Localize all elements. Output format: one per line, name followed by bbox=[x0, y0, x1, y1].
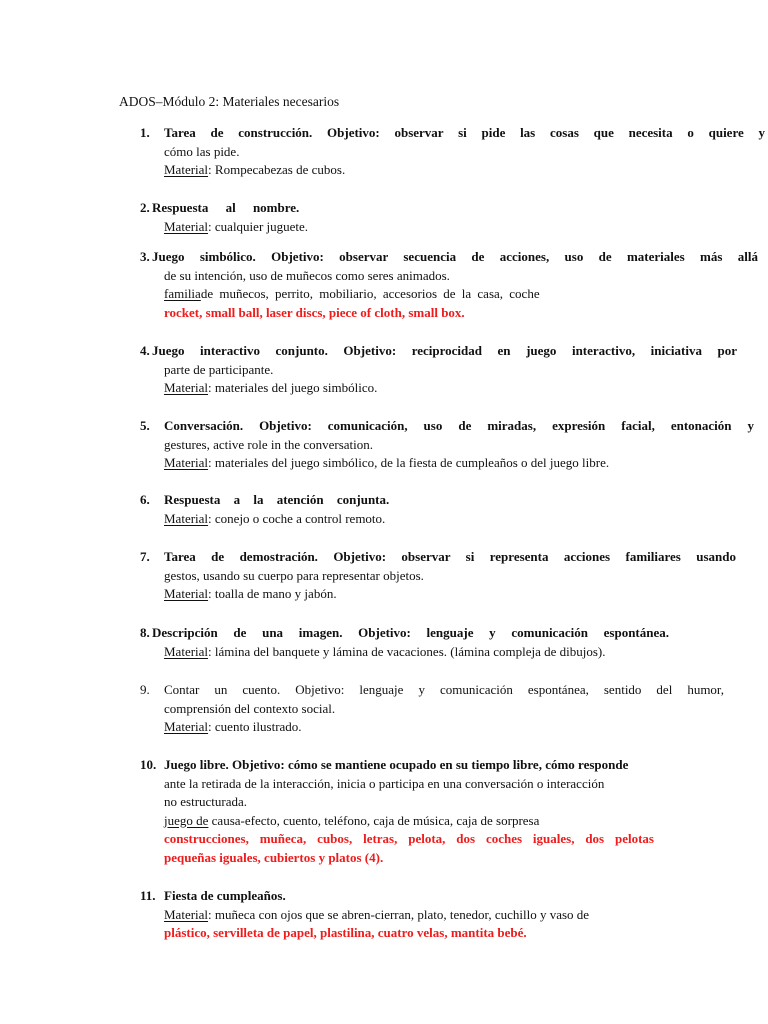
item-number: 3. bbox=[140, 249, 150, 264]
item-number: 2. bbox=[140, 200, 150, 215]
list-item bbox=[140, 548, 736, 604]
red-material-line: pequeñas iguales, cubiertos y platos (4). bbox=[164, 849, 384, 865]
material-label: familia bbox=[164, 286, 201, 301]
material-text: : cuento ilustrado. bbox=[208, 719, 302, 734]
material-line bbox=[140, 906, 765, 925]
list-item bbox=[140, 199, 765, 236]
list-item bbox=[140, 124, 765, 180]
item-heading: Juego libre. Objetivo: cómo se mantiene ocupado en su tiempo libre, cómo responde bbox=[164, 757, 629, 772]
red-material-line: construcciones, muñeca, cubos, letras, pelota, dos coches iguales, dos pelotas bbox=[164, 831, 654, 846]
material-label: Material bbox=[164, 380, 209, 395]
material-line bbox=[140, 285, 584, 304]
item-number: 7. bbox=[140, 549, 150, 564]
item-number: 6. bbox=[140, 492, 150, 507]
material-label: Material bbox=[164, 586, 209, 601]
material-text: de muñecos, perrito, mobiliario, accesorios de la casa, coche bbox=[200, 286, 540, 301]
material-line bbox=[140, 454, 754, 473]
item-heading: Conversación. Objetivo: comunicación, uso de miradas, expresión facial, entonación y bbox=[164, 418, 754, 433]
material-label: juego de bbox=[164, 812, 209, 828]
list-item bbox=[140, 342, 737, 398]
material-text: : muñeca con ojos que se abren-cierran, plato, tenedor, cuchillo y vaso de bbox=[208, 906, 590, 922]
item-heading: Juego simbólico. Objetivo: observar secuencia de acciones, uso de materiales más allá bbox=[152, 249, 758, 264]
item-text-line: de su intención, uso de muñecos como seres animados. bbox=[164, 267, 450, 283]
material-line bbox=[140, 585, 736, 604]
list-item bbox=[140, 681, 724, 737]
material-line bbox=[140, 643, 669, 662]
red-material-line: plástico, servilleta de papel, plastilina, cuatro velas, mantita bebé. bbox=[164, 925, 527, 940]
document-title: ADOS–Módulo 2: Materiales necesarios bbox=[119, 94, 340, 109]
item-text-line: comprensión del contexto social. bbox=[164, 700, 336, 716]
material-text: : conejo o coche a control remoto. bbox=[208, 510, 386, 526]
item-number: 4. bbox=[140, 343, 150, 358]
material-label: Material bbox=[164, 162, 209, 177]
material-label: Material bbox=[164, 906, 209, 922]
item-heading: Respuesta a la atención conjunta. bbox=[164, 492, 390, 507]
item-number: 8. bbox=[140, 625, 150, 640]
material-label: Material bbox=[164, 643, 209, 659]
material-line bbox=[140, 161, 765, 180]
item-text-line: cómo las pide. bbox=[164, 143, 240, 159]
material-line bbox=[140, 218, 765, 237]
item-heading: Contar un cuento. Objetivo: lenguaje y comunicación espontánea, sentido del humor, bbox=[164, 682, 724, 697]
list-item bbox=[140, 887, 765, 943]
material-text: : materiales del juego simbólico. bbox=[208, 380, 378, 395]
item-text-line: parte de participante. bbox=[164, 361, 274, 377]
list-item bbox=[140, 756, 677, 867]
item-heading: Fiesta de cumpleaños. bbox=[164, 888, 286, 903]
material-label: Material bbox=[164, 510, 209, 526]
item-heading: Respuesta al nombre. bbox=[152, 200, 300, 215]
list-item bbox=[140, 248, 758, 322]
material-line bbox=[140, 379, 737, 398]
item-number: 1. bbox=[140, 125, 150, 140]
material-line bbox=[140, 510, 765, 529]
material-line bbox=[140, 718, 724, 737]
material-label: Material bbox=[164, 455, 209, 470]
item-heading: Descripción de una imagen. Objetivo: lenguaje y comunicación espontánea. bbox=[152, 625, 669, 640]
item-heading: Juego interactivo conjunto. Objetivo: reciprocidad en juego interactivo, iniciativa por bbox=[152, 343, 737, 358]
item-text-line: gestos, usando su cuerpo para representar objetos. bbox=[164, 567, 424, 583]
item-number: 11. bbox=[140, 888, 156, 903]
item-text-line: ante la retirada de la interacción, inicia o participa en una conversación o interacción bbox=[164, 775, 605, 791]
item-number: 10. bbox=[140, 757, 157, 772]
material-text: : toalla de mano y jabón. bbox=[208, 586, 337, 601]
material-label: Material bbox=[164, 719, 209, 734]
material-text: : Rompecabezas de cubos. bbox=[208, 162, 346, 177]
material-text: : lámina del banquete y lámina de vacaciones. (lámina compleja de dibujos). bbox=[208, 643, 606, 659]
item-number: 9. bbox=[140, 682, 150, 697]
item-number: 5. bbox=[140, 418, 150, 433]
list-item bbox=[140, 491, 765, 528]
material-text: : materiales del juego simbólico, de la fiesta de cumpleaños o del juego libre. bbox=[208, 455, 610, 470]
list-item bbox=[140, 624, 669, 661]
material-text: : cualquier juguete. bbox=[208, 218, 309, 234]
item-text-line: gestures, active role in the conversation. bbox=[164, 436, 374, 452]
material-text: causa-efecto, cuento, teléfono, caja de música, caja de sorpresa bbox=[208, 812, 540, 828]
list-item bbox=[140, 417, 754, 473]
material-line bbox=[140, 812, 677, 831]
item-heading: Tarea de demostración. Objetivo: observar si representa acciones familiares usando bbox=[164, 549, 736, 564]
red-material-line: rocket, small ball, laser discs, piece of cloth, small box. bbox=[164, 304, 465, 320]
item-heading: Tarea de construcción. Objetivo: observar si pide las cosas que necesita o quiere y bbox=[164, 125, 765, 140]
material-label: Material bbox=[164, 218, 209, 234]
item-text-line: no estructurada. bbox=[164, 794, 248, 809]
